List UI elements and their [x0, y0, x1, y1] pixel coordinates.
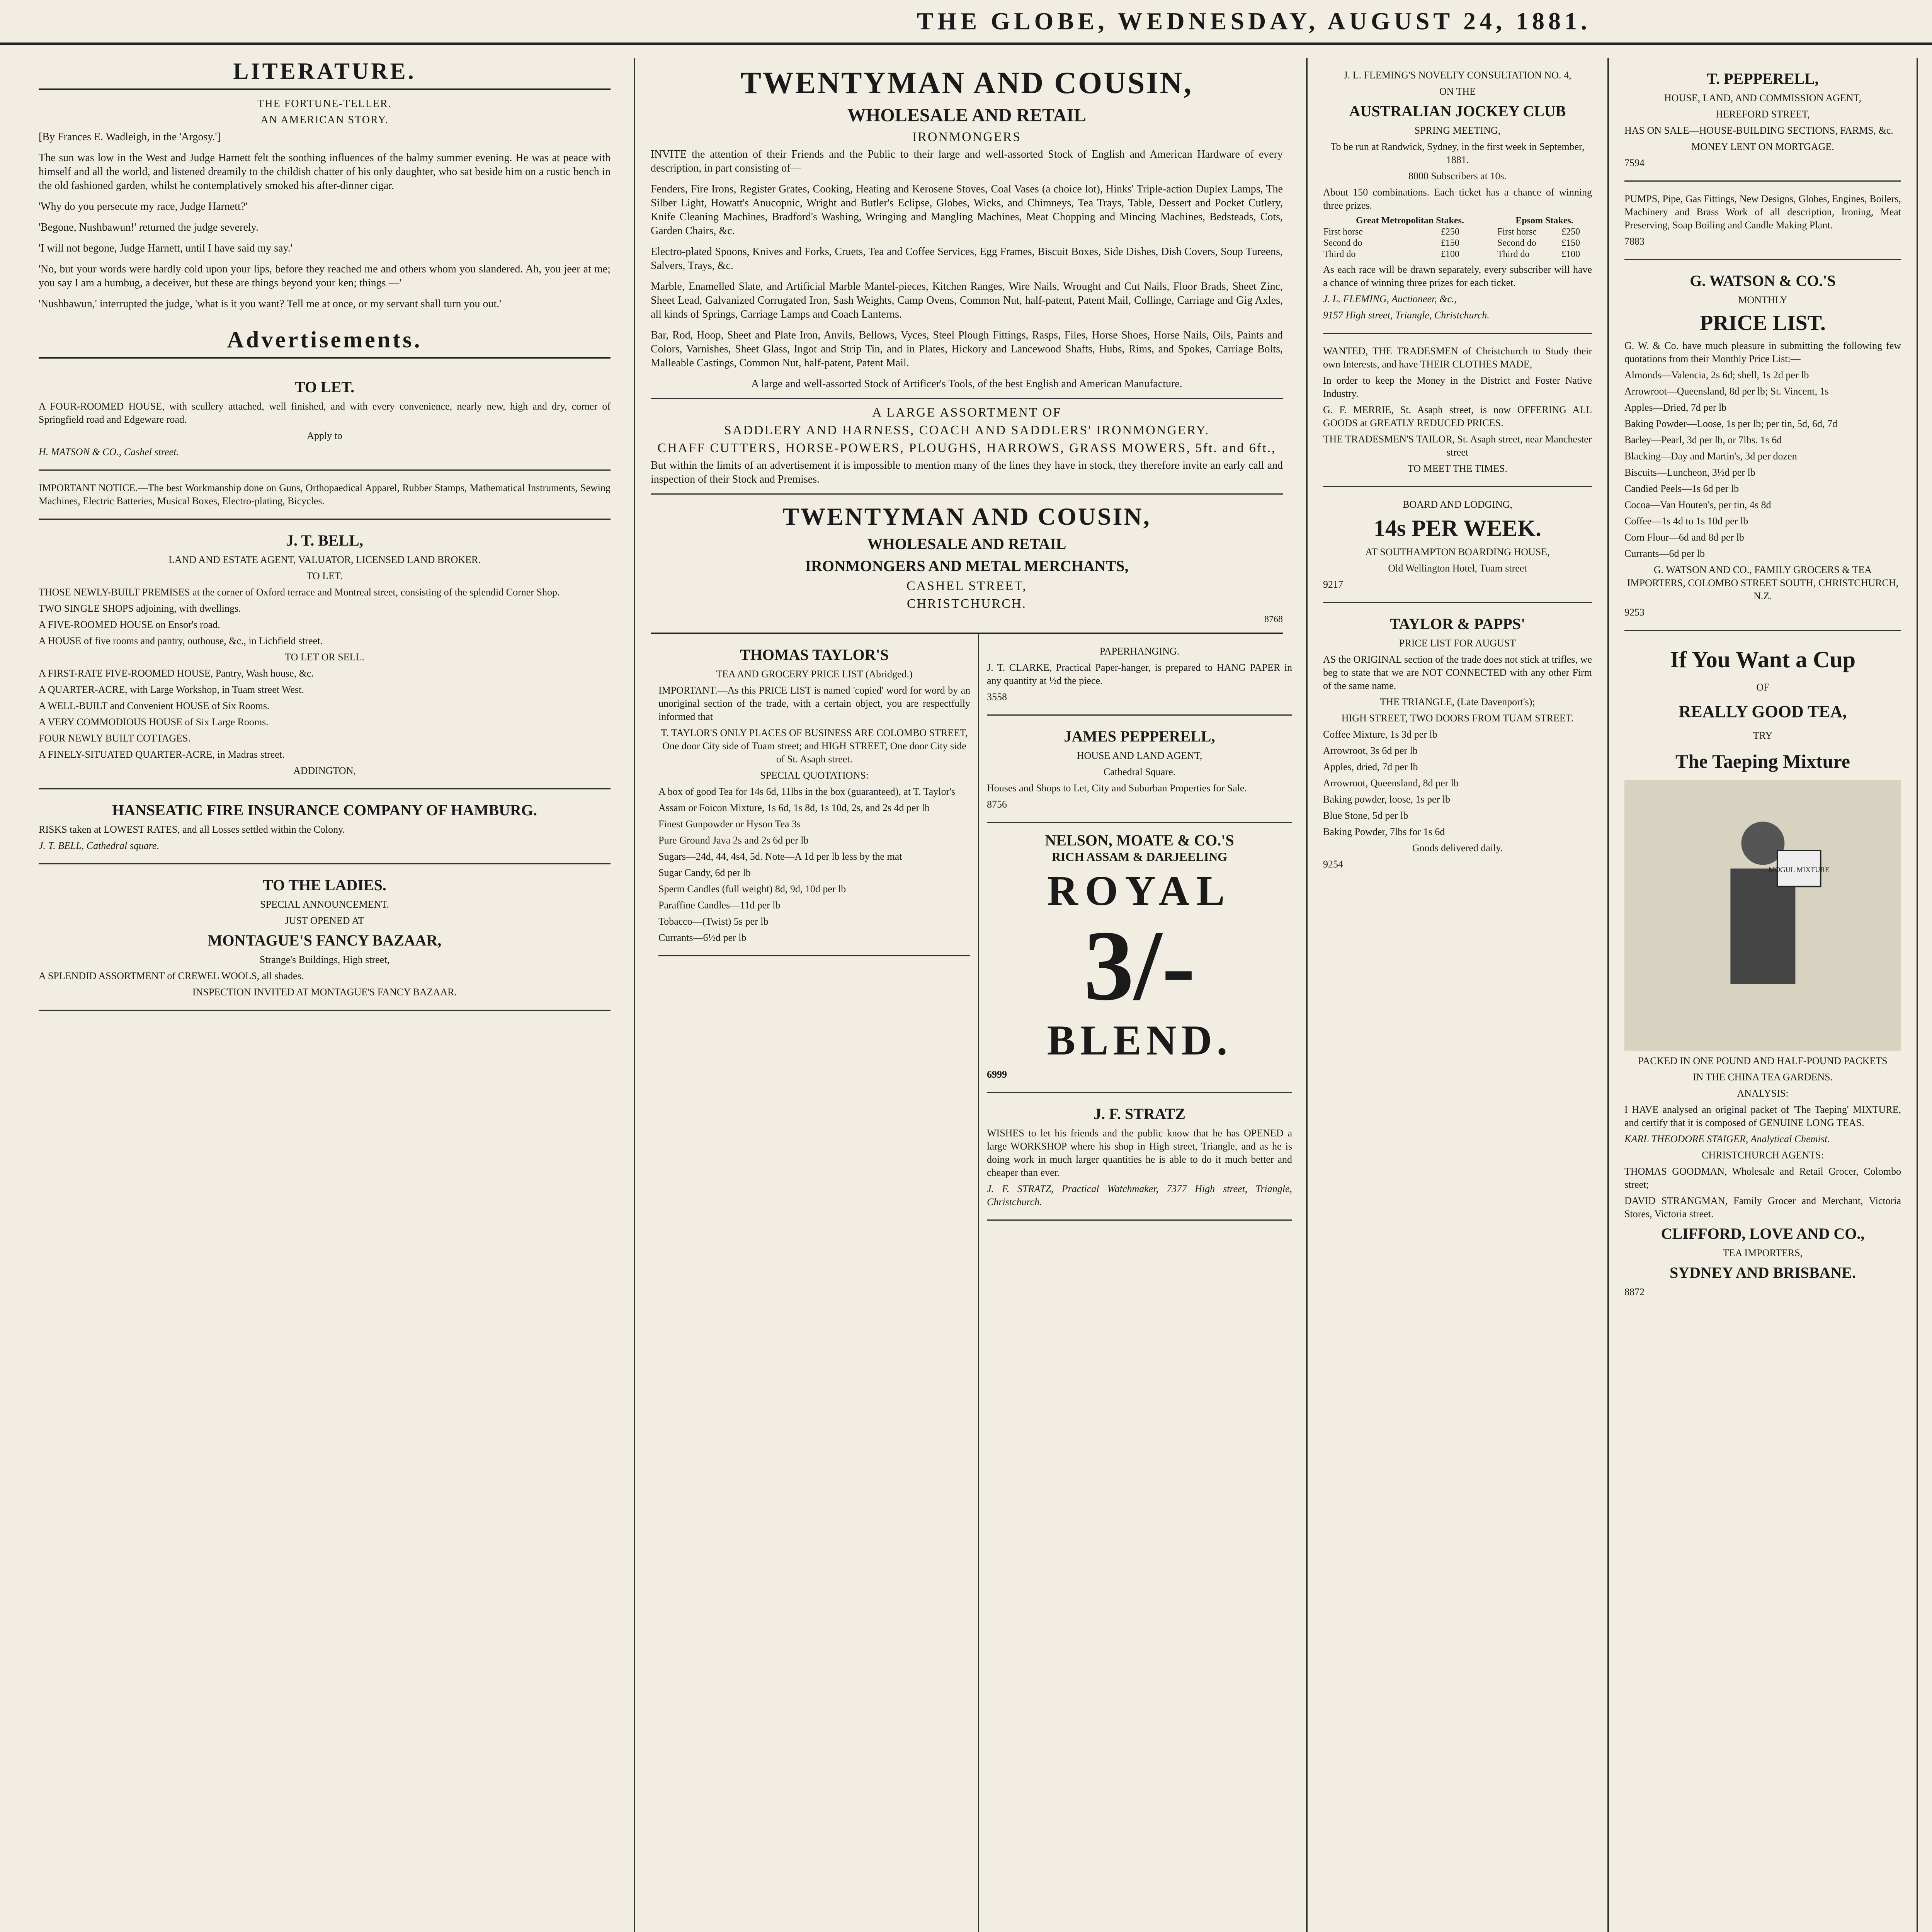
badge-text: MOGUL MIXTURE — [1768, 866, 1830, 874]
price-item: Assam or Foicon Mixture, 1s 6d, 1s 8d, 1s 10d, 2s, and 2s 4d per lb — [658, 802, 930, 813]
price-item: Arrowroot—Queensland, 8d per lb; St. Vincent, 1s — [1624, 386, 1829, 397]
table-cell: £250 — [1440, 227, 1459, 237]
ad-text: A SPLENDID ASSORTMENT of CREWEL WOOLS, all shades. — [39, 970, 304, 981]
ad-bazaar — [39, 864, 611, 1011]
tea-heading: If You Want a Cup — [1670, 647, 1856, 672]
price-item: Currants—6½d per lb — [658, 932, 747, 943]
ad-title: J. F. STRATZ — [1094, 1105, 1185, 1122]
ad-text: A FOUR-ROOMED HOUSE, with scullery attached, well finished, and with every convenience, nearly new, high and dry, corner of Springfield road and Edgeware road. — [39, 401, 611, 425]
twentyman-title: TWENTYMAN AND COUSIN, — [740, 66, 1193, 100]
ad-item: A QUARTER-ACRE, with Large Workshop, in Tuam street West. — [39, 684, 304, 695]
ad-text: In order to keep the Money in the District and Foster Native Industry. — [1323, 375, 1592, 399]
twentyman-city: CHRISTCHURCH. — [906, 597, 1027, 611]
story-byline: [By Frances E. Wadleigh, in the 'Argosy.'] — [39, 131, 221, 143]
ad-item: A FIRST-RATE FIVE-ROOMED HOUSE, Pantry, Wash house, &c. — [39, 668, 314, 679]
ad-item: A FIVE-ROOMED HOUSE on Ensor's road. — [39, 619, 220, 630]
ad-title: WANTED, THE TRADESMEN of Christchurch to Study their own Interests, and have THEIR CLOTHES MADE, — [1323, 345, 1592, 370]
ad-item: A WELL-BUILT and Convenient HOUSE of Six Rooms. — [39, 700, 270, 711]
price-item: Biscuits—Luncheon, 3½d per lb — [1624, 467, 1755, 478]
ad-subtitle: Strange's Buildings, High street, — [259, 954, 390, 965]
ad-clarke — [987, 634, 1292, 716]
ad-number: 6999 — [987, 1069, 1007, 1080]
column-pepperell — [1607, 58, 1917, 1932]
ad-title: G. WATSON & CO.'S — [1690, 272, 1836, 289]
ad-title: BOARD AND LODGING, — [1403, 499, 1512, 510]
story-subtitle: AN AMERICAN STORY. — [260, 114, 389, 126]
tea-mixture: The Taeping Mixture — [1675, 750, 1850, 772]
tea-quote: I HAVE analysed an original packet of 'The Taeping' MIXTURE, and certify that it is composed of GENUINE LONG TEAS. — [1624, 1104, 1901, 1128]
price-item: Baking powder, loose, 1s per lb — [1323, 794, 1450, 805]
table-cell: £150 — [1561, 238, 1580, 248]
price-item: Baking Powder—Loose, 1s per lb; per tin, 5d, 6d, 7d — [1624, 418, 1837, 429]
ad-number: 9217 — [1323, 579, 1343, 590]
twentyman-saddlery-intro: A LARGE ASSORTMENT OF — [872, 405, 1062, 420]
ad-item: FOUR NEWLY BUILT COTTAGES. — [39, 733, 191, 744]
ad-apply: Apply to — [307, 430, 342, 441]
twentyman-subtitle2: IRONMONGERS — [912, 130, 1022, 144]
ad-papps — [1323, 603, 1592, 882]
ad-notice — [39, 471, 611, 520]
price-item: Paraffine Candles—11d per lb — [658, 900, 781, 911]
table-cell: Second do — [1497, 238, 1536, 248]
ad-number: 7883 — [1624, 236, 1645, 247]
ad-sign: J. F. STRATZ, Practical Watchmaker, 7377 High street, Triangle, Christchurch. — [987, 1183, 1292, 1208]
ad-sign: J. L. FLEMING, Auctioneer, &c., — [1323, 293, 1457, 304]
royal-brand: NELSON, MOATE & CO.'S — [1045, 832, 1234, 849]
ad-number: 3558 — [987, 691, 1007, 702]
ad-ladies: TO THE LADIES. — [263, 876, 386, 894]
twentyman-electro: Electro-plated Spoons, Knives and Forks, Cruets, Tea and Coffee Services, Egg Frames, Biscuit Boxes, Side Dishes, Dish Covers, Soup Tureens, Salvers, Trays, &c. — [651, 246, 1283, 272]
ad-inspection: INSPECTION INVITED AT MONTAGUE'S FANCY BAZAAR. — [192, 986, 457, 998]
story-paragraph: 'No, but your words were hardly cold upon your lips, before they reached me and others whom you slandered. Ah, you jeer at me; you say I am a humbug, a deceiver, but these are things beyond your ken; things —' — [39, 263, 611, 289]
table-cell: Second do — [1323, 238, 1362, 248]
price-item: Candied Peels—1s 6d per lb — [1624, 483, 1739, 494]
ad-monthly: MONTHLY — [1738, 294, 1787, 306]
price-item: Pure Ground Java 2s and 2s 6d per lb — [658, 835, 809, 846]
divider — [651, 493, 1283, 495]
table-cell: First horse — [1323, 227, 1363, 237]
table-cell: Third do — [1323, 249, 1356, 259]
ad-taylor — [658, 634, 970, 956]
ad-royal-blend — [987, 823, 1292, 1093]
ad-sign: J. T. BELL, Cathedral square. — [39, 840, 160, 851]
ad-money: MONEY LENT ON MORTGAGE. — [1691, 141, 1834, 152]
ad-address: Old Wellington Hotel, Tuam street — [1388, 563, 1527, 574]
price-item: Almonds—Valencia, 2s 6d; shell, 1s 2d per lb — [1624, 369, 1809, 381]
ad-high: HIGH STREET, TWO DOORS FROM TUAM STREET. — [1341, 713, 1574, 724]
middle-column — [979, 634, 1298, 1932]
tea-illustration — [1624, 780, 1901, 1051]
tea-of: OF — [1756, 682, 1769, 693]
ad-address: 9157 High street, Triangle, Christchurch. — [1323, 310, 1490, 321]
royal-price: 3/- — [1083, 910, 1196, 1021]
ad-special: SPECIAL ANNOUNCEMENT. — [260, 899, 389, 910]
ad-item: THOSE NEWLY-BUILT PREMISES at the corner of Oxford terrace and Montreal street, consisting of the splendid Corner Shop. — [39, 587, 560, 598]
tea-analysis: ANALYSIS: — [1737, 1088, 1789, 1099]
twentyman-intro: INVITE the attention of their Friends and the Public to their large and well-assorted Stock of English and American Hardware of every description, in part consisting of— — [651, 148, 1283, 174]
ad-price: 14s PER WEEK. — [1374, 515, 1541, 541]
ad-text: PUMPS, Pipe, Gas Fittings, New Designs, Globes, Engines, Boilers, Machinery and Brass Work of all description, Ironing, Meat Preserving, Soap Boiling and Candle Making Plant. — [1624, 193, 1901, 231]
ad-item: A FINELY-SITUATED QUARTER-ACRE, in Madras street. — [39, 749, 285, 760]
ad-taeping — [1624, 631, 1901, 1310]
tea-chemist: KARL THEODORE STAIGER, Analytical Chemist. — [1624, 1133, 1830, 1145]
ad-footer: Goods delivered daily. — [1412, 842, 1503, 854]
ad-special: SPECIAL QUOTATIONS: — [760, 770, 869, 781]
tea-importers2: TEA IMPORTERS, — [1723, 1247, 1803, 1259]
story-title: THE FORTUNE-TELLER. — [257, 98, 392, 110]
tea-packed: PACKED IN ONE POUND AND HALF-POUND PACKETS — [1638, 1055, 1888, 1066]
story-paragraph: 'Why do you persecute my race, Judge Harnett?' — [39, 201, 248, 213]
ad-fleming — [1323, 58, 1592, 334]
twentyman-large: A large and well-assorted Stock of Artificer's Tools, of the best English and American Manufacture. — [751, 378, 1182, 390]
ad-number: 7594 — [1624, 157, 1645, 168]
price-item: Blue Stone, 5d per lb — [1323, 810, 1408, 821]
table-header: Epsom Stakes. — [1515, 216, 1573, 226]
tea-try: TRY — [1753, 730, 1773, 741]
ad-title: T. PEPPERELL, — [1707, 70, 1819, 87]
tea-agent: THOMAS GOODMAN, Wholesale and Retail Grocer, Colombo street; — [1624, 1166, 1901, 1190]
twentyman-street: CASHEL STREET, — [906, 579, 1027, 593]
price-item: Barley—Pearl, 3d per lb, or 7lbs. 1s 6d — [1624, 434, 1782, 446]
ad-text: WISHES to let his friends and the public know that he has OPENED a large WORKSHOP where his shop in High street, Triangle, and as he is doing work in much larger quantities he is able to do it much better and cheaper than ever. — [987, 1128, 1292, 1178]
ad-text: AS the ORIGINAL section of the trade does not stick at trifles, we beg to state that we are NOT CONNECTED with any other Firm of the same name. — [1323, 654, 1592, 691]
ad-text: HAS ON SALE—HOUSE-BUILDING SECTIONS, FARMS, &c. — [1624, 125, 1893, 136]
ad-address: HEREFORD STREET, — [1716, 109, 1810, 120]
ad-subtitle: PRICE LIST FOR AUGUST — [1399, 638, 1516, 649]
price-item: Apples—Dried, 7d per lb — [1624, 402, 1727, 413]
divider — [651, 398, 1283, 399]
ad-place: Cathedral Square. — [1103, 766, 1176, 777]
table-cell: First horse — [1497, 227, 1537, 237]
tea-agent: DAVID STRANGMAN, Family Grocer and Merchant, Victoria Stores, Victoria street. — [1624, 1195, 1901, 1219]
ad-to-let: TO LET. — [294, 378, 355, 396]
column-literature — [23, 58, 626, 1932]
table-cell: £100 — [1440, 249, 1459, 259]
story-paragraph: 'Nushbawun,' interrupted the judge, 'what is it you want? Tell me at once, or my servant shall turn you out.' — [39, 298, 502, 310]
table-cell: £100 — [1561, 249, 1580, 259]
prize-table — [1323, 215, 1592, 260]
ad-to-sell: TO LET OR SELL. — [285, 651, 364, 663]
twentyman-marble: Marble, Enamelled Slate, and Artificial Marble Mantel-pieces, Kitchen Ranges, Wire Nails, Wrought and Cut Nails, Floor Brads, Sheet Zinc, Sheet Lead, Galvanized Corrugated Iron, Sash Weights, Camp Ovens, Common Nut, half-patent, Patent Mail, Collinge, Carriage and Gig Axles, all kinds of Springs, Carriage Lamps and Coach Lanterns. — [651, 281, 1283, 320]
masthead-title: THE GLOBE, WEDNESDAY, AUGUST 24, 1881. — [917, 7, 1591, 35]
table-row — [1323, 215, 1592, 226]
price-item: Tobacco—(Twist) 5s per lb — [658, 916, 769, 927]
taylor-column — [651, 634, 979, 1932]
ad-text: Houses and Shops to Let, City and Suburban Properties for Sale. — [987, 782, 1247, 794]
column-twentyman — [634, 58, 1298, 1932]
ad-number: 8872 — [1624, 1286, 1645, 1298]
ad-to-let: TO LET. — [306, 570, 343, 582]
ad-text: About 150 combinations. Each ticket has a chance of winning three prizes. — [1323, 187, 1592, 211]
ad-sign: H. MATSON & CO., Cashel street. — [39, 446, 179, 457]
tea-importers3: SYDNEY AND BRISBANE. — [1670, 1264, 1856, 1281]
ad-number: 8756 — [987, 799, 1007, 810]
ad-club: AUSTRALIAN JOCKEY CLUB — [1349, 102, 1566, 120]
story-paragraph: 'I will not begone, Judge Harnett, until I have said my say.' — [39, 242, 293, 254]
ad-watson — [1624, 260, 1901, 631]
lower-subcolumns — [651, 633, 1292, 1932]
price-item: Baking Powder, 7lbs for 1s 6d — [1323, 826, 1445, 837]
ad-fire-insurance — [39, 789, 611, 864]
ad-price-list: PRICE LIST. — [1700, 311, 1826, 335]
ad-subtitle: TEA AND GROCERY PRICE LIST (Abridged.) — [716, 668, 913, 680]
price-item: A box of good Tea for 14s 6d, 11lbs in the box (guaranteed), at T. Taylor's — [658, 786, 955, 797]
ad-text: RISKS taken at LOWEST RATES, and all Losses settled within the Colony. — [39, 824, 345, 835]
twentyman-items: Fenders, Fire Irons, Register Grates, Cooking, Heating and Kerosene Stoves, Coal Vases (a choice lot), Hinks' Triple-action Duplex Lamps, The Silber Light, Howatt's Anucopnic, Wright and Butler's Eclipse, Globes, Wicks, and Chimneys, Tea Trays, Table, Dessert and Pocket Cutlery, Knife Cleaning Machines, Bradford's Washing, Wringing and Mangling Machines, Meat Chopping and Mincing Machines, Bedsteads, Cots, Garden Chairs, &c. — [651, 183, 1283, 237]
ad-item: TWO SINGLE SHOPS adjoining, with dwellings. — [39, 603, 241, 614]
ad-subtitle: HOUSE, LAND, AND COMMISSION AGENT, — [1664, 92, 1862, 104]
tea-agents: CHRISTCHURCH AGENTS: — [1702, 1150, 1824, 1161]
ad-bell — [39, 520, 611, 789]
ad-title: J. T. BELL, — [286, 532, 363, 549]
ad-run: To be run at Randwick, Sydney, in the first week in September, 1881. — [1330, 141, 1585, 165]
ad-item: A VERY COMMODIOUS HOUSE of Six Large Rooms. — [39, 716, 269, 728]
story-paragraph: 'Begone, Nushbawun!' returned the judge severely. — [39, 221, 259, 233]
ad-title: MONTAGUE'S FANCY BAZAAR, — [207, 932, 442, 949]
ad-on: ON THE — [1439, 86, 1476, 97]
ad-board — [1323, 487, 1592, 603]
ad-title: THOMAS TAYLOR'S — [740, 646, 889, 663]
ad-triangle: THE TRIANGLE, (Late Davenport's); — [1380, 696, 1535, 707]
twentyman-chaff: CHAFF CUTTERS, HORSE-POWERS, PLOUGHS, HARROWS, GRASS MOWERS, 5ft. and 6ft., — [657, 441, 1276, 455]
ad-pumps — [1624, 182, 1901, 260]
tea-importers: CLIFFORD, LOVE AND CO., — [1661, 1225, 1865, 1242]
twentyman-saddlery: SADDLERY AND HARNESS, COACH AND SADDLERS' IRONMONGERY. — [724, 423, 1210, 437]
ad-address: G. WATSON AND CO., FAMILY GROCERS & TEA IMPORTERS, COLOMBO STREET SOUTH, CHRISTCHURCH, N.Z. — [1627, 564, 1899, 602]
price-item: Sugar Candy, 6d per lb — [658, 867, 751, 878]
ad-number: 9253 — [1624, 607, 1645, 618]
ad-text: J. T. CLARKE, Practical Paper-hanger, is prepared to HANG PAPER in any quantity at ½d the piece. — [987, 662, 1292, 686]
ad-subscribers: 8000 Subscribers at 10s. — [1408, 170, 1507, 182]
table-cell: Third do — [1497, 249, 1530, 259]
story-paragraph: The sun was low in the West and Judge Harnett felt the soothing influences of the balmy summer evening. He was at peace with himself and all the world, and listened dreamily to the childish chatter of his only daughter, who sat beside him on a rustic bench in the old fashioned garden, whilst he contemplatively smoked his after-dinner cigar. — [39, 152, 611, 192]
ad-text: G. F. MERRIE, St. Asaph street, is now OFFERING ALL GOODS at GREATLY REDUCED PRICES. — [1323, 404, 1592, 429]
price-item: Arrowroot, Queensland, 8d per lb — [1323, 777, 1459, 789]
ad-heading: PAPERHANGING. — [1099, 646, 1180, 657]
ad-number: 9254 — [1323, 859, 1343, 870]
price-item: Apples, dried, 7d per lb — [1323, 761, 1418, 772]
table-cell: £150 — [1440, 238, 1459, 248]
twentyman-subtitle4: IRONMONGERS AND METAL MERCHANTS, — [805, 557, 1129, 575]
ad-item: A HOUSE of five rooms and pantry, outhouse, &c., in Lichfield street. — [39, 635, 323, 646]
twentyman-bar: Bar, Rod, Hoop, Sheet and Plate Iron, Anvils, Bellows, Vyces, Steel Plough Fittings, Rasps, Files, Horse Shoes, Horse Nails, Oils, Paints and Colors, Varnishes, Sheet Glass, Ingot and Strip Tin, and in Plates, Hickory and Lancewood Shafts, Hubs, Rims, and Spokes, Carriage Bolts, Malleable Castings, Common Nut, half-patent, Patent Mail. — [651, 329, 1283, 369]
price-item: Coffee Mixture, 1s 3d per lb — [1323, 729, 1437, 740]
ad-stratz — [987, 1093, 1292, 1221]
ad-wanted — [1323, 334, 1592, 487]
twentyman-title2: TWENTYMAN AND COUSIN, — [782, 503, 1151, 530]
ad-subtitle: LAND AND ESTATE AGENT, VALUATOR, LICENSED LAND BROKER. — [168, 554, 481, 565]
twentyman-limits: But within the limits of an advertisement it is impossible to mention many of the lines they have in stock, they therefore invite an early call and inspection of their Stock and Premises. — [651, 459, 1283, 485]
twentyman-subtitle3: WHOLESALE AND RETAIL — [867, 535, 1066, 553]
price-item: Cocoa—Van Houten's, per tin, 4s 8d — [1624, 499, 1771, 510]
ad-only: T. TAYLOR'S ONLY PLACES OF BUSINESS ARE COLOMBO STREET, One door City side of Tuam street; and HIGH STREET, One door City side of St. Asaph street. — [661, 727, 968, 765]
ad-matson — [39, 366, 611, 471]
ad-text: As each race will be drawn separately, every subscriber will have a chance of winning three prizes for each ticket. — [1323, 264, 1592, 288]
ad-just-opened: JUST OPENED AT — [285, 915, 364, 926]
ad-text: IMPORTANT NOTICE.—The best Workmanship done on Guns, Orthopaedical Apparel, Rubber Stamps, Mathematical Instruments, Sewing Machines, Electric Batteries, Musical Boxes, Electro-plating, Bicycles. — [39, 482, 611, 507]
ad-title: JAMES PEPPERELL, — [1064, 728, 1215, 745]
ad-t-pepperell — [1624, 58, 1901, 182]
tea-gardens: IN THE CHINA TEA GARDENS. — [1692, 1071, 1833, 1083]
ad-tailor: THE TRADESMEN'S TAILOR, St. Asaph street, near Manchester street — [1323, 434, 1592, 458]
price-item: Sperm Candles (full weight) 8d, 9d, 10d per lb — [658, 883, 846, 895]
price-item: Sugars—24d, 44, 4s4, 5d. Note—A 1d per lb less by the mat — [658, 851, 902, 862]
table-row — [1323, 238, 1592, 249]
price-item: Coffee—1s 4d to 1s 10d per lb — [1624, 515, 1748, 527]
table-row — [1323, 226, 1592, 238]
twentyman-number: 8768 — [1264, 614, 1283, 624]
column-brown — [1917, 58, 1932, 1932]
masthead — [0, 0, 1932, 45]
price-item: Blacking—Day and Martin's, 3d per dozen — [1624, 451, 1797, 462]
price-item: Currants—6d per lb — [1624, 548, 1705, 559]
twentyman-subtitle: WHOLESALE AND RETAIL — [847, 105, 1086, 126]
ad-title: TAYLOR & PAPPS' — [1389, 615, 1526, 633]
advertisements-heading: Advertisements. — [39, 327, 611, 359]
price-item: Corn Flour—6d and 8d per lb — [1624, 532, 1744, 543]
ad-meeting: SPRING MEETING, — [1414, 125, 1501, 136]
ad-text: IMPORTANT.—As this PRICE LIST is named 'copied' word for word by an unoriginal section of the trade, with a certain object, you are respectfully informed that — [658, 685, 970, 722]
ad-at: AT SOUTHAMPTON BOARDING HOUSE, — [1365, 546, 1550, 558]
ad-intro: G. W. & Co. have much pleasure in submitting the following few quotations from their Monthly Price List:— — [1624, 340, 1901, 364]
ad-times: TO MEET THE TIMES. — [1407, 463, 1508, 474]
royal-word: ROYAL — [1047, 867, 1232, 914]
table-header: Great Metropolitan Stakes. — [1356, 216, 1464, 226]
ad-pepperell — [987, 716, 1292, 823]
figure-icon — [1652, 807, 1874, 1024]
table-row — [1323, 249, 1592, 260]
literature-heading: LITERATURE. — [39, 58, 611, 90]
ad-title: J. L. FLEMING'S NOVELTY CONSULTATION NO. 4, — [1344, 70, 1571, 81]
price-item: Arrowroot, 3s 6d per lb — [1323, 745, 1418, 756]
ad-addington: ADDINGTON, — [293, 765, 356, 776]
royal-blend: BLEND. — [1047, 1017, 1232, 1064]
table-cell: £250 — [1561, 227, 1580, 237]
royal-sub: RICH ASSAM & DARJEELING — [1051, 850, 1228, 864]
tea-good: REALLY GOOD TEA, — [1679, 702, 1847, 721]
ad-subtitle: HOUSE AND LAND AGENT, — [1077, 750, 1202, 761]
ad-title: HANSEATIC FIRE INSURANCE COMPANY OF HAMBURG. — [112, 801, 537, 819]
column-fleming — [1306, 58, 1607, 1932]
price-item: Finest Gunpowder or Hyson Tea 3s — [658, 818, 801, 830]
